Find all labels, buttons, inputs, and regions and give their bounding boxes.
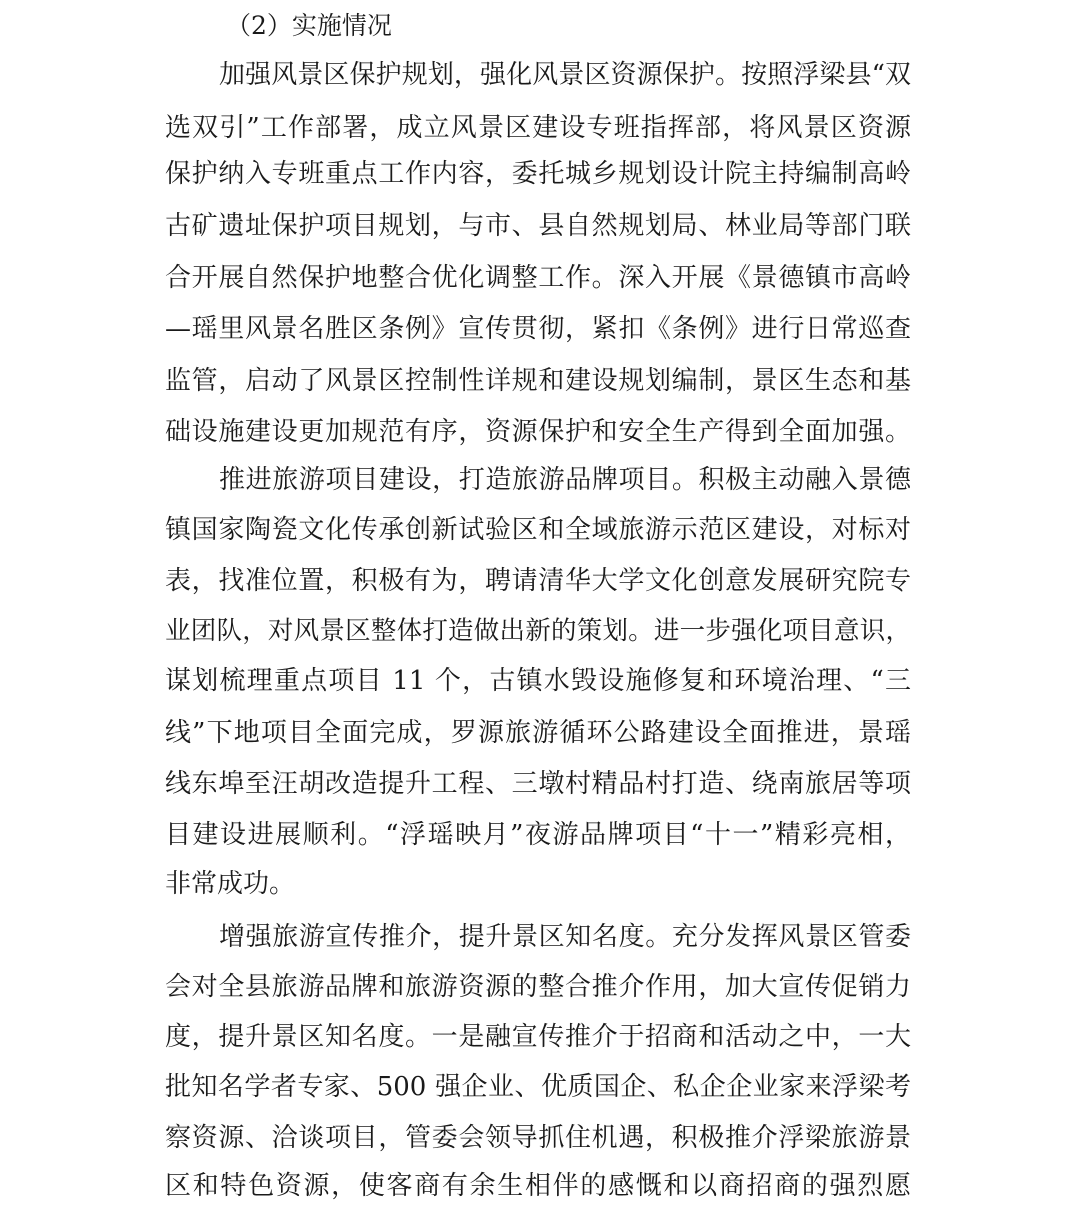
paragraph-2-line-2: 镇国家陶瓷文化传承创新试验区和全域旅游示范区建设，对标对: [165, 515, 911, 545]
paragraph-2-line-8: 目建设进展顺利。“浮瑶映月”夜游品牌项目“十一”精彩亮相，: [165, 820, 911, 850]
paragraph-2-line-6: 线”下地项目全面完成，罗源旅游循环公路建设全面推进，景瑶: [165, 718, 911, 748]
paragraph-1-line-6: —瑶里风景名胜区条例》宣传贯彻，紧扣《条例》进行日常巡查: [165, 314, 911, 344]
paragraph-1-line-4: 古矿遗址保护项目规划，与市、县自然规划局、林业局等部门联: [165, 211, 911, 241]
paragraph-1-line-2: 选双引”工作部署，成立风景区建设专班指挥部，将风景区资源: [165, 113, 911, 143]
paragraph-1-line-5: 合开展自然保护地整合优化调整工作。深入开展《景德镇市高岭: [165, 263, 911, 293]
paragraph-1-line-1: 加强风景区保护规划，强化风景区资源保护。按照浮梁县“双: [219, 60, 911, 90]
paragraph-3-line-4: 批知名学者专家、500 强企业、优质国企、私企企业家来浮梁考: [165, 1072, 911, 1102]
paragraph-3-line-1: 增强旅游宣传推介，提升景区知名度。充分发挥风景区管委: [219, 922, 911, 952]
paragraph-3-line-6: 区和特色资源，使客商有余生相伴的感慨和以商招商的强烈愿: [165, 1171, 911, 1201]
paragraph-2-line-1: 推进旅游项目建设，打造旅游品牌项目。积极主动融入景德: [219, 465, 911, 495]
section-heading: （2）实施情况: [226, 11, 392, 40]
paragraph-2-line-9: 非常成功。: [165, 869, 296, 899]
paragraph-2-line-7: 线东埠至汪胡改造提升工程、三墩村精品村打造、绕南旅居等项: [165, 769, 911, 799]
paragraph-1-line-8: 础设施建设更加规范有序，资源保护和安全生产得到全面加强。: [165, 417, 911, 447]
paragraph-2-line-3: 表，找准位置，积极有为，聘请清华大学文化创意发展研究院专: [165, 566, 911, 596]
paragraph-2-line-4: 业团队，对风景区整体打造做出新的策划。进一步强化项目意识，: [165, 616, 911, 646]
paragraph-3-line-3: 度，提升景区知名度。一是融宣传推介于招商和活动之中，一大: [165, 1022, 911, 1052]
paragraph-1-line-7: 监管，启动了风景区控制性详规和建设规划编制，景区生态和基: [165, 366, 911, 396]
paragraph-1-line-3: 保护纳入专班重点工作内容，委托城乡规划设计院主持编制高岭: [165, 159, 911, 189]
paragraph-2-line-5: 谋划梳理重点项目 11 个，古镇水毁设施修复和环境治理、“三: [165, 666, 911, 696]
paragraph-3-line-2: 会对全县旅游品牌和旅游资源的整合推介作用，加大宣传促销力: [165, 972, 911, 1002]
paragraph-3-line-5: 察资源、洽谈项目，管委会领导抓住机遇，积极推介浮梁旅游景: [165, 1123, 911, 1153]
